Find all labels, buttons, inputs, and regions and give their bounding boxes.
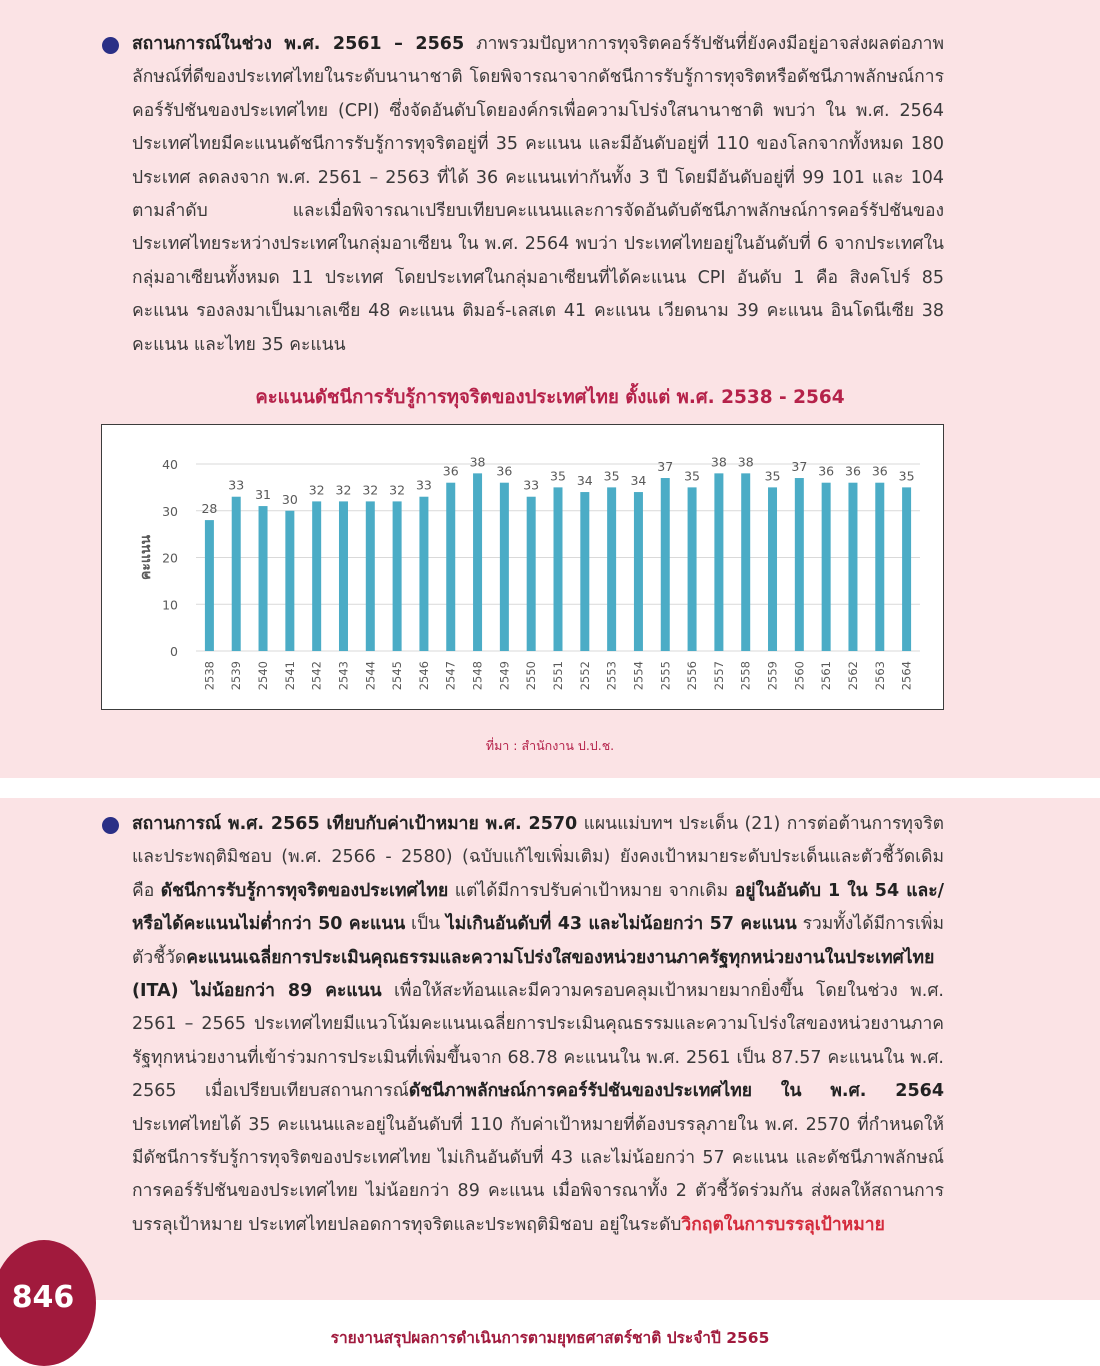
data-label: 35	[898, 468, 915, 484]
y-axis-label: คะแนน	[138, 534, 154, 581]
data-label: 36	[871, 463, 888, 479]
paragraph-lead: สถานการณ์ในช่วง พ.ศ. 2561 – 2565	[132, 34, 465, 54]
bar	[661, 478, 670, 651]
bar	[795, 478, 804, 651]
bar	[366, 501, 375, 651]
bar	[446, 483, 455, 651]
data-label: 34	[630, 473, 647, 489]
x-tick-label: 2560	[792, 661, 807, 691]
bar	[473, 473, 482, 651]
x-tick-label: 2559	[765, 661, 780, 691]
text-segment: ดัชนีภาพลักษณ์การคอร์รัปชันของประเทศไทย ใน พ.ศ. 2564	[408, 1081, 945, 1102]
bar	[393, 501, 402, 651]
x-tick-label: 2561	[819, 661, 834, 691]
text-segment: แต่ได้มีการปรับค่าเป้าหมาย จากเดิม	[448, 880, 735, 901]
data-label: 34	[576, 473, 593, 489]
bullet-icon	[102, 37, 119, 54]
text-segment: เป็น	[405, 914, 446, 935]
x-tick-label: 2547	[443, 661, 458, 691]
bar	[902, 487, 911, 651]
footer-report-title: รายงานสรุปผลการดำเนินการตามยุทธศาสตร์ชาติ ประจำปี 2565	[330, 1329, 770, 1347]
bar	[848, 483, 857, 651]
bullet-icon	[102, 817, 119, 834]
text-segment: ดัชนีการรับรู้การทุจริตของประเทศไทย	[160, 880, 449, 901]
x-tick-label: 2557	[711, 661, 726, 691]
bar	[688, 487, 697, 651]
bar	[527, 497, 536, 651]
data-label: 32	[389, 482, 406, 498]
x-tick-label: 2549	[497, 661, 512, 691]
data-label: 36	[845, 463, 861, 479]
data-label: 31	[255, 487, 271, 503]
bar	[741, 473, 750, 651]
section-situation-2565-vs-2570	[0, 798, 1100, 1300]
text-segment: ไม่เกินอันดับที่ 43 และไม่น้อยกว่า 57 คะแนน	[445, 914, 797, 935]
chart-source: ที่มา : สำนักงาน ป.ป.ช.	[485, 738, 615, 753]
data-label: 36	[442, 463, 459, 479]
bar	[875, 483, 884, 651]
paragraph-cpi-situation	[132, 28, 944, 362]
paragraph-body: ภาพรวมปัญหาการทุจริตคอร์รัปชันที่ยังคงมีอยู่อาจส่งผลต่อภาพลักษณ์ที่ดีของประเทศไทยในระดับนานาชาติ โดยพิจารณาจากดัชนีการรับรู้การทุจริตหรือดัชนีภาพลักษณ์การคอร์รัปชันของประเทศไทย (CPI) ซึ่งจัดอันดับโดยองค์กรเพื่อความโปร่งใสนานาชาติ พบว่า ใน พ.ศ. 2564 ประเทศไทยมีคะแนนดัชนีการรับรู้การทุจริตอยู่ที่ 35 คะแนน และมีอันดับอยู่ที่ 110 ของโลกจากทั้งหมด 180 ประเทศ ลดลงจาก พ.ศ. 2561 – 2563 ที่ได้ 36 คะแนนเท่ากันทั้ง 3 ปี โดยมีอันดับอยู่ที่ 99 101 และ 104 ตามลำดับ และเมื่อพิจารณาเปรียบเทียบคะแนนและการจัดอันดับดัชนีภาพลักษณ์การคอร์รัปชันของประเทศไทยระหว่างประเทศในกลุ่มอาเซียน ใน พ.ศ. 2564 พบว่า ประเทศไทยอยู่ในอันดับที่ 6 จากประเทศในกลุ่มอาเซียนทั้งหมด 11 ประเทศ โดยประเทศในกลุ่มอาเซียนที่ได้คะแนน CPI อันดับ 1 คือ สิงคโปร์ 85 คะแนน รองลงมาเป็นมาเลเซีย 48 คะแนน ติมอร์-เลสเต 41 คะแนน เวียดนาม 39 คะแนน อินโดนีเซีย 38 คะแนน และไทย 35 คะแนน	[132, 34, 944, 355]
x-tick-label: 2555	[658, 661, 673, 691]
x-tick-label: 2541	[282, 661, 297, 691]
text-segment: รวมทั้งได้มีการเพิ่มตัวชี้วัด	[132, 914, 944, 968]
data-label: 30	[281, 491, 298, 507]
x-tick-label: 2552	[577, 661, 592, 691]
data-label: 33	[415, 477, 432, 493]
x-tick-label: 2550	[524, 661, 539, 691]
cpi-bar-chart	[101, 424, 944, 710]
bar	[312, 501, 321, 651]
data-label: 37	[657, 459, 674, 475]
bar	[500, 483, 509, 651]
bar	[232, 497, 241, 651]
x-tick-label: 2542	[309, 661, 324, 691]
y-tick-label: 0	[170, 644, 178, 659]
data-label: 38	[469, 454, 486, 470]
data-label: 35	[764, 468, 781, 484]
x-tick-label: 2548	[470, 661, 485, 691]
crisis-status-text: วิกฤตในการบรรลุเป้าหมาย	[681, 1214, 885, 1235]
x-tick-label: 2538	[202, 661, 217, 691]
data-label: 35	[684, 468, 701, 484]
bar	[339, 501, 348, 651]
paragraph-target-comparison	[132, 808, 944, 1242]
data-label: 38	[710, 454, 727, 470]
bar	[634, 492, 643, 651]
x-tick-label: 2563	[872, 661, 887, 691]
text-segment: เพื่อให้สะท้อนและมีความครอบคลุมเป้าหมายมากยิ่งขึ้น โดยในช่วง พ.ศ. 2561 – 2565 ประเทศไทยมีแนวโน้มคะแนนเฉลี่ยการประเมินคุณธรรมและความโปร่งใสของหน่วยงานภาครัฐทุกหน่วยงานที่เข้าร่วมการประเมินที่เพิ่มขึ้นจาก 68.78 คะแนนใน พ.ศ. 2561 เป็น 87.57 คะแนนใน พ.ศ. 2565 เมื่อเปรียบเทียบสถานการณ์	[132, 981, 944, 1102]
bar	[259, 506, 268, 651]
x-tick-label: 2551	[551, 661, 565, 691]
y-tick-label: 10	[162, 597, 178, 613]
x-tick-label: 2556	[685, 661, 700, 691]
bar	[285, 511, 294, 651]
data-label: 33	[228, 477, 245, 493]
data-label: 28	[201, 501, 218, 517]
page-number: 846	[11, 1280, 75, 1315]
bar	[768, 487, 777, 651]
bar	[554, 487, 563, 651]
x-tick-label: 2562	[845, 661, 860, 691]
x-tick-label: 2564	[899, 661, 914, 691]
x-tick-label: 2540	[256, 661, 271, 691]
bar	[607, 487, 616, 651]
bar	[580, 492, 589, 651]
bar	[714, 473, 723, 651]
data-label: 35	[603, 468, 620, 484]
data-label: 32	[362, 482, 379, 498]
bar	[822, 483, 831, 651]
x-tick-label: 2543	[336, 661, 351, 691]
data-label: 36	[818, 463, 835, 479]
bar	[205, 520, 214, 651]
x-tick-label: 2558	[738, 661, 753, 691]
text-segment: ประเทศไทยได้ 35 คะแนนและอยู่ในอันดับที่ 110 กับค่าเป้าหมายที่ต้องบรรลุภายใน พ.ศ. 2570 ที่กำหนดให้มีดัชนีการรับรู้การทุจริตของประเทศไทย ไม่เกินอันดับที่ 43 และไม่น้อยกว่า 57 คะแนน และดัชนีภาพลักษณ์การคอร์รัปชันของประเทศไทย ไม่น้อยกว่า 89 คะแนน เมื่อพิจารณาทั้ง 2 ตัวชี้วัดร่วมกัน ส่งผลให้สถานการบรรลุเป้าหมาย ประเทศไทยปลอดการทุจริตและประพฤติมิชอบ อยู่ในระดับ	[132, 1114, 944, 1235]
data-label: 35	[550, 468, 566, 484]
text-segment: สถานการณ์ พ.ศ. 2565 เทียบกับค่าเป้าหมาย พ.ศ. 2570	[132, 814, 578, 834]
chart-title: คะแนนดัชนีการรับรู้การทุจริตของประเทศไทย ตั้งแต่ พ.ศ. 2538 - 2564	[255, 387, 845, 408]
data-label: 32	[335, 482, 352, 498]
data-label: 36	[496, 463, 513, 479]
text-segment: แผนแม่บทฯ ประเด็น (21) การต่อต้านการทุจริตและประพฤติมิชอบ (พ.ศ. 2566 - 2580) (ฉบับแก้ไขเพิ่มเติม) ยังคงเป้าหมายระดับประเด็นและตัวชี้วัดเดิม คือ	[132, 814, 944, 901]
data-label: 33	[523, 477, 540, 493]
data-label: 32	[308, 482, 325, 498]
x-tick-label: 2553	[604, 661, 619, 691]
x-tick-label: 2544	[363, 661, 378, 691]
bar	[419, 497, 428, 651]
text-segment: อยู่ในอันดับ 1 ใน 54 และ/หรือได้คะแนนไม่ต่ำกว่า 50 คะแนน	[132, 880, 945, 935]
x-tick-label: 2554	[631, 661, 646, 691]
x-tick-label: 2539	[229, 661, 244, 691]
data-label: 37	[791, 459, 808, 475]
data-label: 38	[737, 454, 754, 470]
y-tick-label: 30	[162, 503, 178, 519]
x-tick-label: 2545	[390, 661, 405, 691]
chart-svg	[102, 425, 942, 708]
y-tick-label: 20	[162, 550, 178, 566]
x-tick-label: 2546	[416, 661, 431, 691]
text-segment: คะแนนเฉลี่ยการประเมินคุณธรรมและความโปร่งใสของหน่วยงานภาครัฐทุกหน่วยงานในประเทศไทย (ITA) ไม่น้อยกว่า 89 คะแนน	[132, 947, 935, 1002]
y-tick-label: 40	[162, 457, 178, 472]
